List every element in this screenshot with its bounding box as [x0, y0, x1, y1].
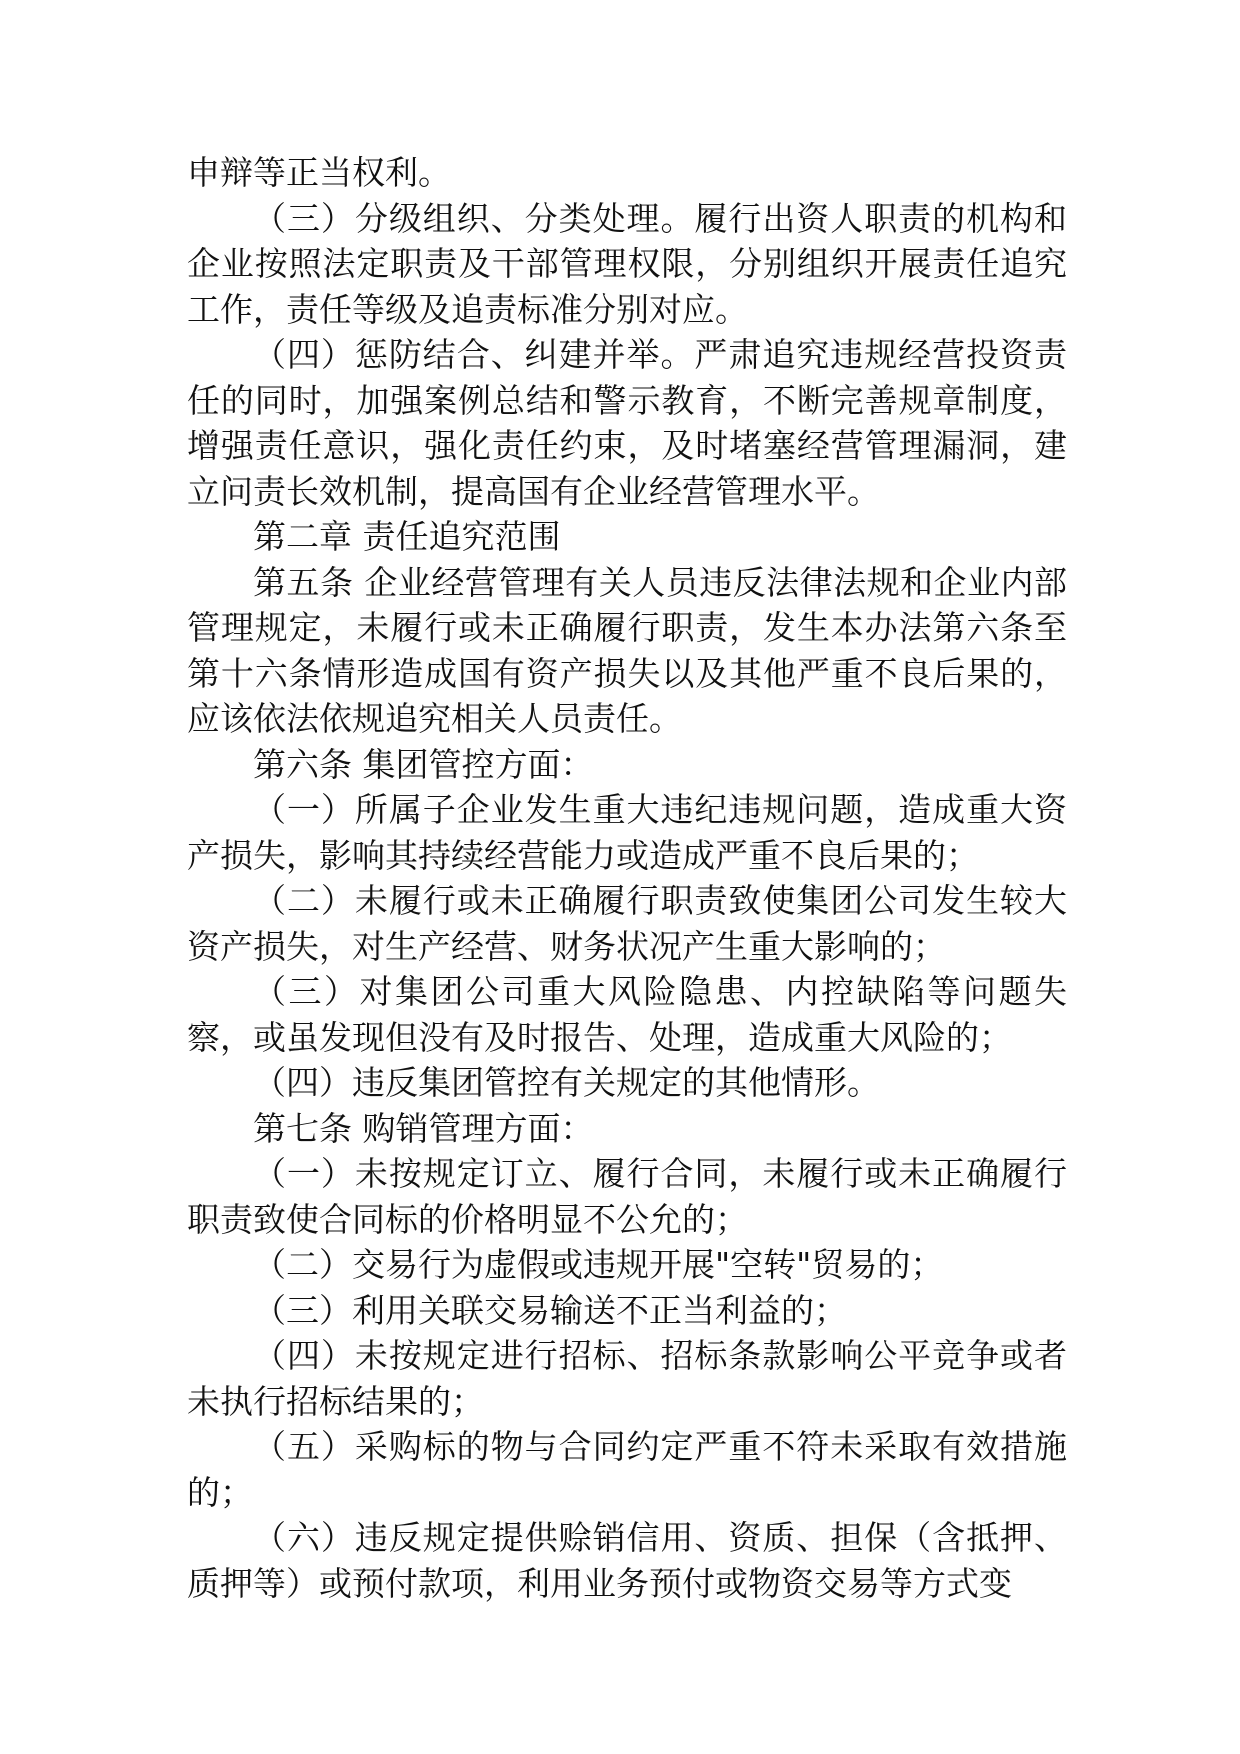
paragraph: （二）交易行为虚假或违规开展"空转"贸易的；: [253, 1245, 944, 1284]
paragraph: （五）采购标的物与合同约定严重不符未采取有效措施的；: [187, 1427, 1067, 1512]
paragraph: （六）违反规定提供赊销信用、资质、担保（含抵押、质押等）或预付款项，利用业务预付或物资交易等方式变: [187, 1518, 1067, 1603]
paragraph: （三）利用关联交易输送不正当利益的；: [253, 1290, 847, 1330]
article-5: 第五条 企业经营管理有关人员违反法律法规和企业内部管理规定，未履行或未正确履行职责，发生本办法第六条至第十六条情形造成国有资产损失以及其他严重不良后果的，应该依法依规追究相关人员责任。: [187, 562, 1067, 738]
chapter-heading: 第二章 责任追究范围: [253, 517, 561, 556]
paragraph: （四）违反集团管控有关规定的其他情形。: [253, 1063, 880, 1102]
paragraph: （四）未按规定进行招标、招标条款影响公平竞争或者未执行招标结果的；: [187, 1336, 1067, 1421]
paragraph: （一）未按规定订立、履行合同，未履行或未正确履行职责致使合同标的价格明显不公允的；: [187, 1154, 1067, 1239]
paragraph: （二）未履行或未正确履行职责致使集团公司发生较大资产损失，对生产经营、财务状况产生重大影响的；: [187, 881, 1067, 966]
paragraph: （一）所属子企业发生重大违纪违规问题，造成重大资产损失，影响其持续经营能力或造成严重不良后果的；: [187, 790, 1067, 875]
paragraph: （三）对集团公司重大风险隐患、内控缺陷等问题失察，或虽发现但没有及时报告、处理，造成重大风险的；: [187, 972, 1067, 1057]
article-6-heading: 第六条 集团管控方面：: [253, 744, 594, 784]
document-body: [187, 150, 1067, 1606]
article-7-heading: 第七条 购销管理方面：: [253, 1108, 594, 1148]
paragraph: （四）惩防结合、纠建并举。严肃追究违规经营投资责任的同时，加强案例总结和警示教育，不断完善规章制度，增强责任意识，强化责任约束，及时堵塞经营管理漏洞，建立问责长效机制，提高国有企业经营管理水平。: [187, 335, 1067, 511]
paragraph: 申辩等正当权利。: [187, 153, 451, 192]
paragraph: （三）分级组织、分类处理。履行出资人职责的机构和企业按照法定职责及干部管理权限，分别组织开展责任追究工作，责任等级及追责标准分别对应。: [187, 198, 1067, 329]
